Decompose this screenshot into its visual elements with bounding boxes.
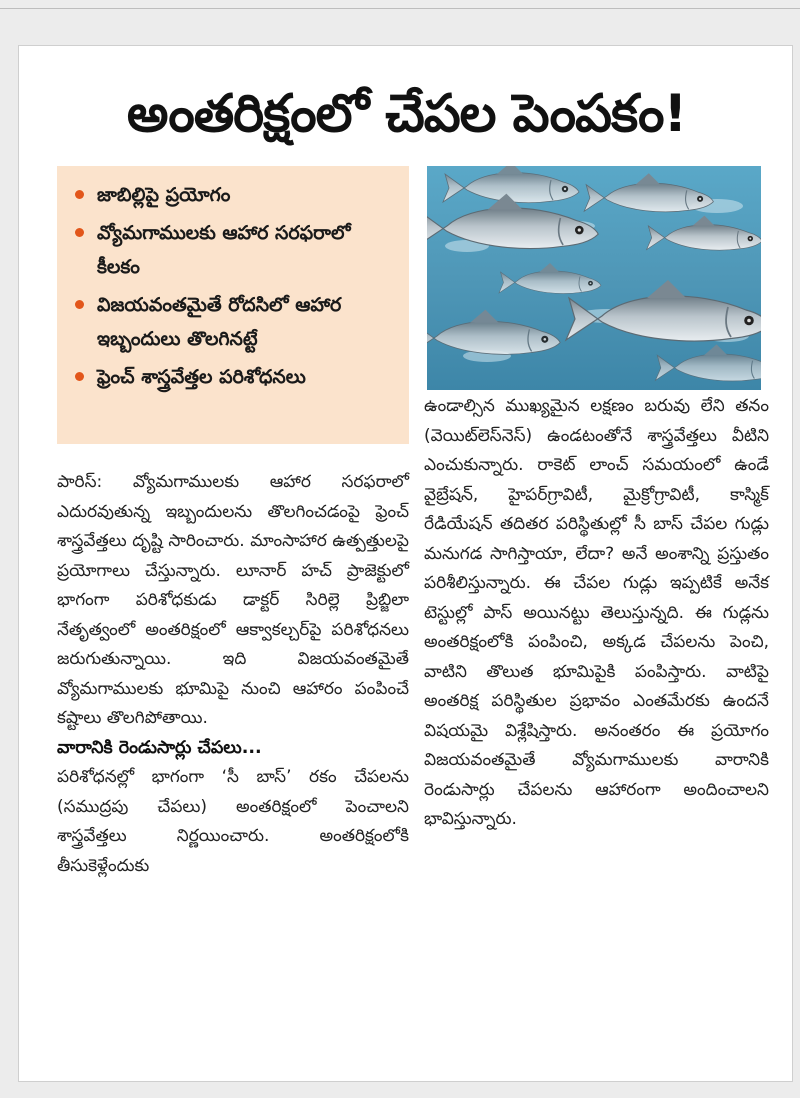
body-paragraph: పరిశోధనల్లో భాగంగా ‘సీ బాస్’ రకం చేపలను (సముద్రపు చేపలు) అంతరిక్షంలో పెంచాలని శాస్త్రవేత్తలు నిర్ణయించారు. అంతరిక్షంలోకి తీసుకెళ్లేందుకు — [57, 767, 409, 876]
body-column-left — [57, 468, 409, 881]
body-paragraph: పారిస్: వ్యోమగాములకు ఆహార సరఫరాలో ఎదురవుతున్న ఇబ్బందులను తొలగించడంపై ఫ్రెంచ్ శాస్త్రవేత్తలు దృష్టి సారించారు. మాంసాహార ఉత్పత్తులపై ప్రయోగాలు చేస్తున్నారు. లూనార్ హచ్ ప్రాజెక్టులో భాగంగా పరిశోధకుడు డాక్టర్ సిరిల్లె ప్రిబ్జిలా నేతృత్వంలో అంతరిక్షంలో ఆక్వాకల్చర్‌పై పరిశోధనలు జరుగుతున్నాయి. ఇది విజయవంతమైతే వ్యోమగాములకు భూమిపై నుంచి ఆహారం పంపించే కష్టాలు తొలగిపోతాయి. — [57, 472, 409, 728]
highlight-text: ఫ్రెంచ్ శాస్త్రవేత్తల పరిశోధనలు — [97, 366, 306, 388]
highlight-item — [75, 288, 399, 356]
bullet-icon — [75, 228, 84, 237]
subheading: వారానికి రెండుసార్లు చేపలు... — [57, 737, 262, 758]
highlights-box — [57, 166, 409, 444]
body-paragraph: ఉండాల్సిన ముఖ్యమైన లక్షణం బరువు లేని తనం (వెయిట్‌లెస్‌నెస్) ఉండటంతోనే శాస్త్రవేత్తలు వీటిని ఎంచుకున్నారు. రాకెట్ లాంచ్ సమయంలో ఉండే వైబ్రేషన్, హైపర్‌గ్రావిటీ, మైక్రోగ్రావిటీ, కాస్మిక్ రేడియేషన్ తదితర పరిస్థితుల్లో సీ బాస్ చేపల గుడ్లు మనుగడ సాగిస్తాయా, లేదా? అనే అంశాన్ని ప్రస్తుతం పరిశీలిస్తున్నారు. ఈ చేపల గుడ్లు ఇప్పటికే అనేక టెస్టుల్లో పాస్ అయినట్టు తెలుస్తున్నది. ఈ గుడ్లను అంతరిక్షంలోకి పంపించి, అక్కడ చేపలను పెంచి, వాటిని తొలుత భూమిపైకి పంపిస్తారు. వాటిపై అంతరిక్ష పరిస్థితుల ప్రభావం ఎంతమేరకు ఉందనే విషయమై విశ్లేషిస్తారు. అనంతరం ఈ ప్రయోగం విజయవంతమైతే వ్యోమగాములకు వారానికి రెండుసార్లు చేపలను ఆహారంగా అందించాలని భావిస్తున్నారు. — [424, 396, 769, 829]
fish-school-photo — [427, 166, 761, 390]
highlight-text: విజయవంతమైతే రోదసిలో ఆహార ఇబ్బందులు తొలగినట్టే — [97, 294, 342, 350]
bullet-icon — [75, 300, 84, 309]
bullet-icon — [75, 190, 84, 199]
body-column-right — [424, 392, 769, 835]
highlight-item — [75, 360, 399, 394]
page-top-rule — [0, 8, 800, 9]
article-headline: అంతరిక్షంలో చేపల పెంపకం! — [126, 84, 687, 144]
highlight-text: వ్యోమగాములకు ఆహార సరఫరాలో కీలకం — [97, 222, 351, 278]
bullet-icon — [75, 372, 84, 381]
highlight-item — [75, 216, 399, 284]
article-clipping — [18, 45, 793, 1082]
highlight-text: జాబిల్లిపై ప్రయోగం — [97, 184, 231, 206]
highlight-item — [75, 178, 399, 212]
